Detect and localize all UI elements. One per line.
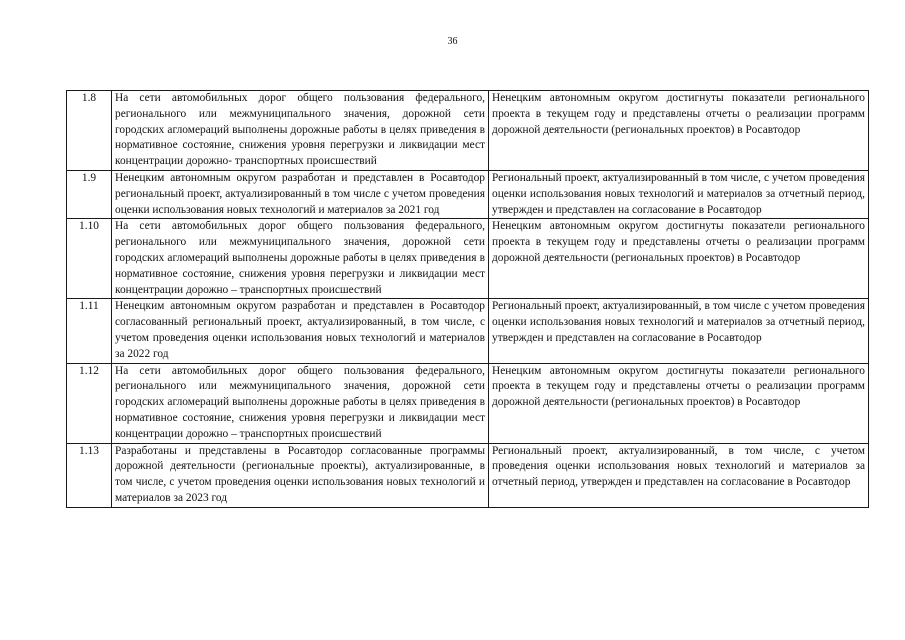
row-number: 1.13: [67, 443, 112, 507]
measure-cell: Ненецким автономным округом разработан и представлен в Росавтодор согласованный региональный проект, актуализированный, в том числе, с учетом проведения оценки использования новых технологий и материалов за 2022 год: [112, 299, 489, 363]
row-number: 1.11: [67, 299, 112, 363]
measure-cell: На сети автомобильных дорог общего пользования федерального, регионального или межмуниципального значения, дорожной сети городских агломераций выполнены дорожные работы в целях приведения в нормативное состояние, снижения уровня перегрузки и ликвидации мест концентрации дорожно – транспортных происшествий: [112, 363, 489, 443]
page-number: 36: [447, 36, 458, 47]
measure-cell: На сети автомобильных дорог общего пользования федерального, регионального или межмуниципального значения, дорожной сети городских агломераций выполнены дорожные работы в целях приведения в нормативное состояние, снижения уровня перегрузки и ликвидации мест концентрации дорожно- транспортных происшествий: [112, 91, 489, 171]
measure-cell: Ненецким автономным округом разработан и представлен в Росавтодор региональный проект, актуализированный в том числе с учетом проведения оценки использования новых технологий и материалов за 2021 год: [112, 170, 489, 218]
result-cell: Региональный проект, актуализированный в том числе, с учетом проведения оценки использования новых технологий и материалов за отчетный период, утвержден и представлен на согласование в Росавтодор: [489, 170, 869, 218]
row-number: 1.9: [67, 170, 112, 218]
result-cell: Ненецким автономным округом достигнуты показатели регионального проекта в текущем году и представлены отчеты о реализации программ дорожной деятельности (региональных проектов) в Росавтодор: [489, 91, 869, 171]
result-cell: Ненецким автономным округом достигнуты показатели регионального проекта в текущем году и представлены отчеты о реализации программ дорожной деятельности (региональных проектов) в Росавтодор: [489, 219, 869, 299]
table-row: [67, 363, 869, 443]
measure-cell: На сети автомобильных дорог общего пользования федерального, регионального или межмуниципального значения, дорожной сети городских агломераций выполнены дорожные работы в целях приведения в нормативное состояние, снижения уровня перегрузки и ликвидации мест концентрации дорожно – транспортных происшествий: [112, 219, 489, 299]
table-row: [67, 91, 869, 171]
result-cell: Ненецким автономным округом достигнуты показатели регионального проекта в текущем году и представлены отчеты о реализации программ дорожной деятельности (региональных проектов) в Росавтодор: [489, 363, 869, 443]
table-row: [67, 443, 869, 507]
row-number: 1.12: [67, 363, 112, 443]
table-row: [67, 170, 869, 218]
result-cell: Региональный проект, актуализированный, в том числе, с учетом проведения оценки использования новых технологий и материалов за отчетный период, утвержден и представлен на согласование в Росавтодор: [489, 443, 869, 507]
measure-cell: Разработаны и представлены в Росавтодор согласованные программы дорожной деятельности (региональные проекты), актуализированные, в том числе, с учетом проведения оценки использования новых технологий и материалов за 2023 год: [112, 443, 489, 507]
measures-table: [66, 90, 869, 508]
table-row: [67, 219, 869, 299]
table-row: [67, 299, 869, 363]
result-cell: Региональный проект, актуализированный, в том числе с учетом проведения оценки использования новых технологий и материалов за отчетный период, утвержден и представлен на согласование в Росавтодор: [489, 299, 869, 363]
row-number: 1.8: [67, 91, 112, 171]
row-number: 1.10: [67, 219, 112, 299]
